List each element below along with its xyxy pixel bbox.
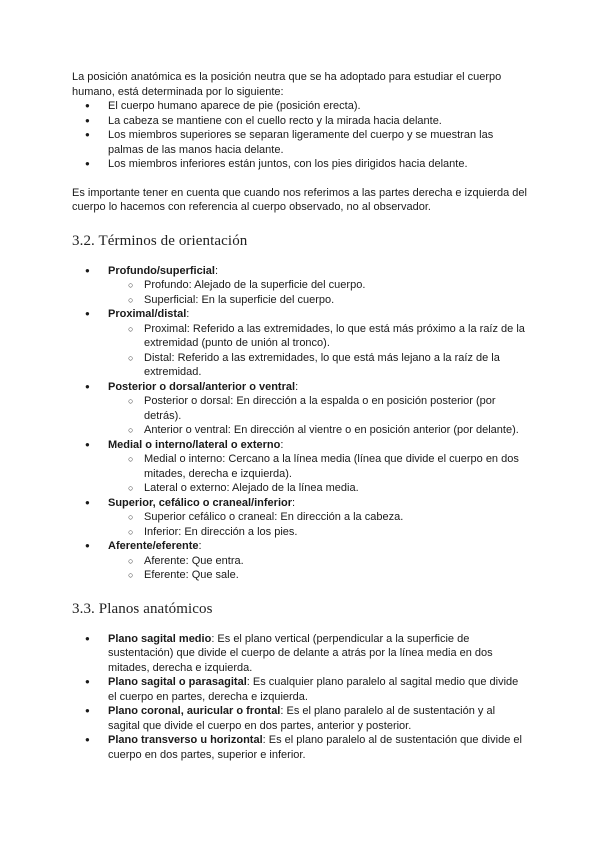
list-item: ○ Anterior o ventral: En dirección al vientre o en posición anterior (por delante).: [108, 423, 528, 438]
list-item: ○ Profundo: Alejado de la superficie del cuerpo.: [108, 278, 528, 293]
list-item: ● Los miembros inferiores están juntos, con los pies dirigidos hacia delante.: [72, 157, 528, 172]
term-group-title: Medial o interno/lateral o externo: [108, 438, 281, 451]
term-group: ● Superior, cefálico o craneal/inferior: ○ Superior cefálico o craneal: En dirección a la cabeza. ○ Inferior: En dirección a los pies.: [72, 496, 528, 540]
term-sublist: [108, 452, 528, 496]
plane-description: : Es cualquier plano paralelo al sagital medio que divide el cuerpo en partes, derecha e izquierda.: [108, 676, 519, 703]
plane-item: [72, 733, 528, 762]
list-item: ○ Aferente: Que entra.: [108, 554, 528, 569]
term-group-title: Superior, cefálico o craneal/inferior: [108, 496, 293, 509]
term-group-title: Posterior o dorsal/anterior o ventral: [108, 380, 296, 393]
terms-list: [72, 264, 528, 583]
term-group-title: Profundo/superficial: [108, 264, 215, 277]
term-group: ● Posterior o dorsal/anterior o ventral: ○ Posterior o dorsal: En dirección a la espalda o en posición posterior (por detrás). ○ Anterior o ventral: En dirección al vientre o en posición anterior (por delante).: [72, 380, 528, 438]
document-body: [72, 70, 528, 762]
intro-note: Es importante tener en cuenta que cuando nos referimos a las partes derecha e izquierda del cuerpo lo hacemos con referencia al cuerpo observado, no al observador.: [72, 186, 527, 213]
plane-item: [72, 632, 528, 676]
list-item: ○ Distal: Referido a las extremidades, lo que está más lejano a la raíz de la extremidad.: [108, 351, 528, 380]
plane-term: Plano sagital medio: [108, 632, 212, 645]
section-heading-planes: 3.3. Planos anatómicos: [72, 600, 213, 617]
term-group-title: Aferente/eferente: [108, 540, 199, 552]
term-sublist: [108, 510, 528, 539]
list-item: ● Los miembros superiores se separan ligeramente del cuerpo y se muestran las palmas de las manos hacia delante.: [72, 128, 528, 157]
term-sublist: [108, 554, 528, 583]
list-item: ● El cuerpo humano aparece de pie (posición erecta).: [72, 99, 528, 114]
list-item: ○ Inferior: En dirección a los pies.: [108, 525, 528, 540]
list-item: ○ Eferente: Que sale.: [108, 568, 528, 583]
plane-description: : Es el plano paralelo al de sustentación que divide el cuerpo en dos partes, superior e inferior.: [108, 734, 522, 761]
list-item: ● La cabeza se mantiene con el cuello recto y la mirada hacia delante.: [72, 114, 528, 129]
term-sublist: [108, 394, 528, 438]
list-item: ○ Superficial: En la superficie del cuerpo.: [108, 293, 528, 308]
intro-bullet-list: [72, 99, 528, 172]
term-sublist: [108, 322, 528, 380]
section-heading-terms: 3.2. Términos de orientación: [72, 232, 248, 249]
plane-term: Plano coronal, auricular o frontal: [108, 705, 281, 717]
list-item: ○ Proximal: Referido a las extremidades, lo que está más próximo a la raíz de la extremidad (punto de unión al tronco).: [108, 322, 528, 351]
term-group: ● Medial o interno/lateral o externo: ○ Medial o interno: Cercano a la línea media (línea que divide el cuerpo en dos mitades, derecha e izquierda). ○ Lateral o externo: Alejado de la línea media.: [72, 438, 528, 496]
planes-list: [72, 632, 528, 763]
term-group-title: Proximal/distal: [108, 308, 187, 320]
spacer: [72, 172, 528, 186]
list-item: ○ Medial o interno: Cercano a la línea media (línea que divide el cuerpo en dos mitades, derecha e izquierda).: [108, 452, 528, 481]
term-group: ● Proximal/distal: ○ Proximal: Referido a las extremidades, lo que está más próximo a la raíz de la extremidad (punto de unión al tronco). ○ Distal: Referido a las extremidades, lo que está más lejano a la raíz de la extremidad.: [72, 307, 528, 380]
plane-description: : Es el plano paralelo al de sustentación y al sagital que divide el cuerpo en dos partes, anterior y posterior.: [108, 705, 496, 732]
plane-item: [72, 675, 528, 704]
list-item: ○ Lateral o externo: Alejado de la línea media.: [108, 481, 528, 496]
plane-item: [72, 704, 528, 733]
plane-term: Plano sagital o parasagital: [108, 676, 247, 688]
term-group: ● Profundo/superficial: ○ Profundo: Alejado de la superficie del cuerpo. ○ Superficial: En la superficie del cuerpo.: [72, 264, 528, 308]
list-item: ○ Posterior o dorsal: En dirección a la espalda o en posición posterior (por detrás).: [108, 394, 528, 423]
plane-description: : Es el plano vertical (perpendicular a la superficie de sustentación) que divide el cuerpo de delante a atrás por la línea media en dos mitades, derecha e izquierda.: [108, 632, 493, 674]
intro-paragraph: La posición anatómica es la posición neutra que se ha adoptado para estudiar el cuerpo humano, está determinada por lo siguiente:: [72, 71, 502, 98]
term-group: ● Aferente/eferente: ○ Aferente: Que entra. ○ Eferente: Que sale.: [72, 539, 528, 583]
term-sublist: [108, 278, 528, 307]
plane-term: Plano transverso u horizontal: [108, 734, 263, 746]
list-item: ○ Superior cefálico o craneal: En dirección a la cabeza.: [108, 510, 528, 525]
